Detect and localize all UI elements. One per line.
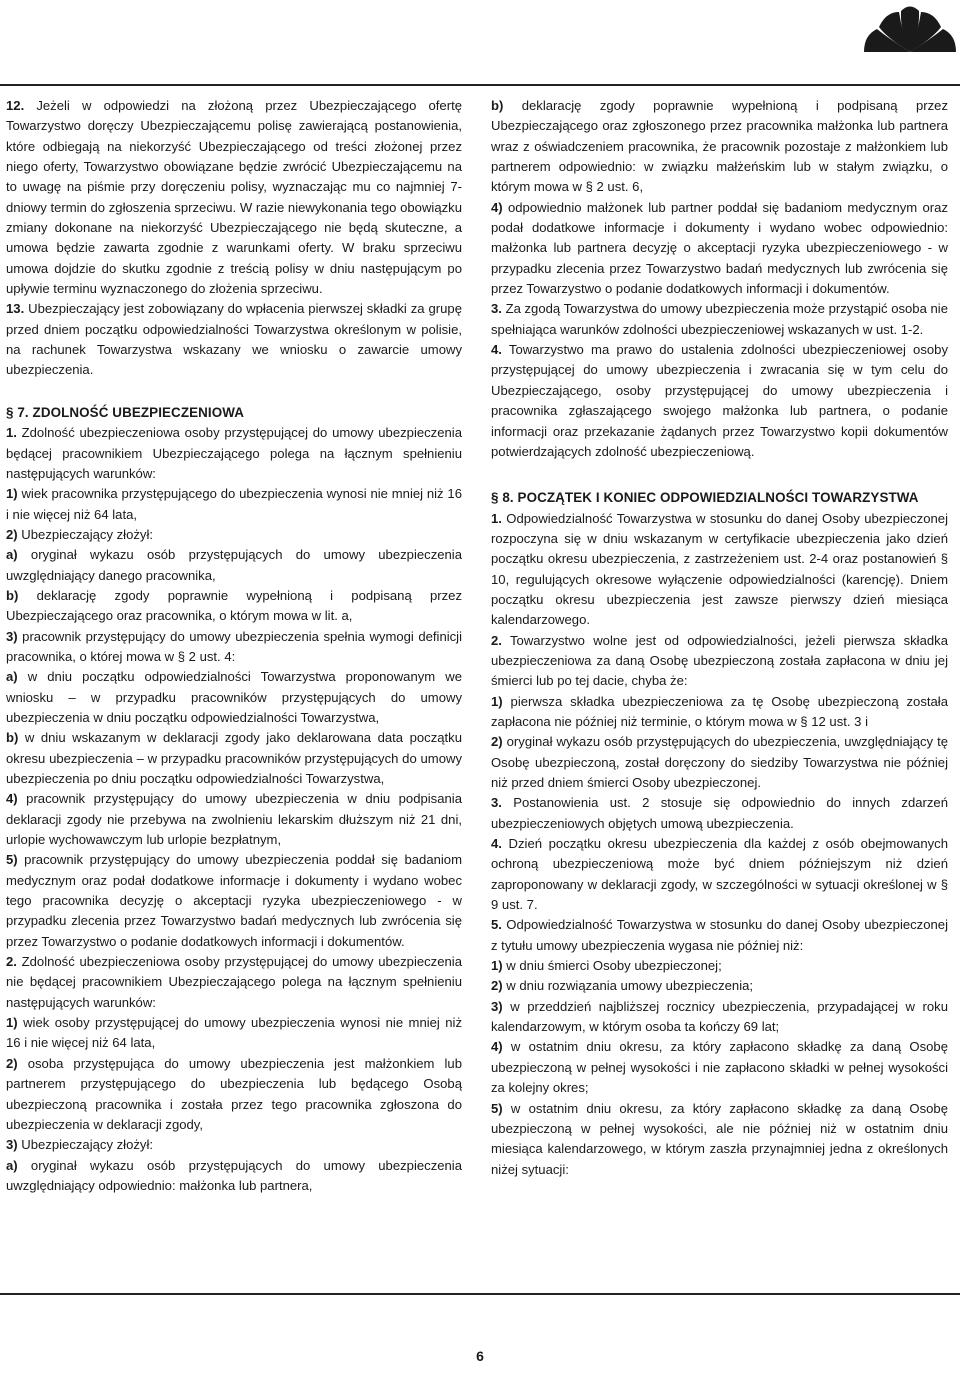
s7-point-2-3a: a) oryginał wykazu osób przystępujących do umowy ubezpieczenia uwzględniający odpowiednio: małżonka lub partnera, xyxy=(6,1157,462,1193)
s7-point-4: 4. Towarzystwo ma prawo do ustalenia zdolności ubezpieczeniowej osoby przystępującej do umowy ubezpieczenia i zwracania się w tym celu do Ubezpieczającego, osoby przystępującej do umowy ubezpieczenia i pracownika zgłaszającego swojego małżonka lub partnera, o podanie informacji oraz przekazanie żądanych przez Towarzystwo kopii dokumentów potwierdzających zdolność ubezpieczeniową. xyxy=(491,342,948,459)
s7-point-1-2b: b) deklarację zgody poprawnie wypełnioną i podpisaną przez Ubezpieczającego oraz pracownika, o którym mowa w lit. a, xyxy=(6,587,462,624)
s7-point-1-2: 2) Ubezpieczający złożył: xyxy=(6,526,154,542)
s7-point-1-5: 5) pracownik przystępujący do umowy ubezpieczenia poddał się badaniom medycznym oraz podał dodatkowe informacje i dokumenty i wydano wobec tego pracownika decyzję o akceptacji ryzyka ubezpieczeniowego - w przypadku zlecenia przez Towarzystwo badań medycznych lub zwrócenia się przez Towarzystwo o podanie dodatkowych informacji i dokumentów. xyxy=(6,852,462,949)
s7-point-1-3b: b) w dniu wskazanym w deklaracji zgody jako deklarowana data początku okresu ubezpieczenia – w przypadku pracowników przystępujących do umowy ubezpieczenia po dniu początku odpowiedzialności Towarzystwa, xyxy=(6,730,462,786)
s7-point-1: 1. Zdolność ubezpieczeniowa osoby przystępującej do umowy ubezpieczenia będącej pracownikiem Ubezpieczającego polega na łącznym spełnieniu następujących warunków: xyxy=(6,425,462,481)
s7-point-1-4: 4) pracownik przystępujący do umowy ubezpieczenia w dniu podpisania deklaracji zgody nie przebywa na zwolnieniu lekarskim dłuższym niż 21 dni, urlopie wychowawczym lub urlopie bezpłatnym, xyxy=(6,791,462,848)
s8-point-2-2: 2) oryginał wykazu osób przystępujących do ubezpieczenia, uwzględniający tę Osobę ubezpieczoną, został doręczony do siedziby Towarzystwa nie później niż przed dniem śmierci Osoby ubezpieczonej. xyxy=(491,734,948,790)
s8-point-5-2: 2) w dniu rozwiązania umowy ubezpieczenia; xyxy=(491,978,754,994)
s7-point-2-4: 4) odpowiednio małżonek lub partner poddał się badaniom medycznym oraz podał dodatkowe informacje i dokumenty i wydano wobec odpowiednio: małżonka lub partnera decyzję o akceptacji ryzyka ubezpieczeniowego - w przypadku zlecenia przez Towarzystwo badań medycznych lub zwrócenia się przez Towarzystwo o podanie dodatkowych informacji i dokumentów. xyxy=(491,199,948,297)
section-7-heading: § 7. ZDOLNOŚĆ UBEZPIECZENIOWA xyxy=(6,404,245,420)
s8-point-5-3: 3) w przeddzień najbliższej rocznicy ubezpieczenia, przypadającej w roku kalendarzowym, w którym osoba ta kończy 69 lat; xyxy=(491,998,948,1035)
fan-logo-icon xyxy=(862,2,958,54)
right-column xyxy=(491,96,948,1180)
s8-point-5-5: 5) w ostatnim dniu okresu, za który zapłacono składkę za daną Osobę ubezpieczoną w pełnej wysokości, ale nie później niż w ostatnim dniu miesiąca kalendarzowego, w którym zaszła przynajmniej jedna z określonych niżej sytuacji: xyxy=(491,1100,948,1177)
s8-point-2-1: 1) pierwsza składka ubezpieczeniowa za tę Osobę ubezpieczoną została zapłacona nie później niż terminie, o którym mowa w § 12 ust. 3 i xyxy=(491,693,948,729)
header-rule xyxy=(0,84,960,86)
s7-point-2: 2. Zdolność ubezpieczeniowa osoby przystępującej do umowy ubezpieczenia nie będącej pracownikiem Ubezpieczającego polega na łącznym spełnieniu następujących warunków: xyxy=(6,954,462,1010)
s8-point-3: 3. Postanowienia ust. 2 stosuje się odpowiednio do innych zdarzeń ubezpieczeniowych objętych umową ubezpieczenia. xyxy=(491,795,948,831)
left-column xyxy=(6,96,462,1196)
footer-rule xyxy=(0,1293,960,1295)
s8-point-4: 4. Dzień początku okresu ubezpieczenia dla każdej z osób obejmowanych ochroną ubezpieczeniową może być dniem późniejszym niż dzień zaproponowany w deklaracji zgody, w szczególności w sytuacji określonej w § 9 ust. 7. xyxy=(491,836,948,913)
s7-point-2-2: 2) osoba przystępująca do umowy ubezpieczenia jest małżonkiem lub partnerem przystępującego do ubezpieczenia lub będącego Osobą ubezpieczoną pracownika i została przez tego pracownika zgłoszona do ubezpieczenia w deklaracji zgody, xyxy=(6,1055,462,1132)
paragraph-13: 13. Ubezpieczający jest zobowiązany do wpłacenia pierwszej składki za grupę przed dniem początku odpowiedzialności Towarzystwa określonym w polisie, na rachunek Towarzystwa wskazany we wniosku o zawarcie umowy ubezpieczenia. xyxy=(6,301,462,378)
page-number: 6 xyxy=(476,1348,484,1364)
s8-point-1: 1. Odpowiedzialność Towarzystwa w stosunku do danej Osoby ubezpieczonej rozpoczyna się w dniu wskazanym w certyfikacie ubezpieczenia jako dzień początku okresu ubezpieczenia, z zastrzeżeniem ust. 2-4 oraz postanowień § 10, regulujących okresowe wyłączenie odpowiedzialności (karencję). Dniem początku okresu ubezpieczenia jest zawsze pierwszy dzień miesiąca kalendarzowego. xyxy=(491,510,948,628)
s7-point-1-3a: a) w dniu początku odpowiedzialności Towarzystwa proponowanym we wniosku – w przypadku pracowników przystępujących do umowy ubezpieczenia w dniu początku odpowiedzialności Towarzystwa, xyxy=(6,669,462,725)
s7-point-1-1: 1) wiek pracownika przystępującego do ubezpieczenia wynosi nie mniej niż 16 i nie więcej niż 64 lata, xyxy=(6,486,462,522)
s8-point-2: 2. Towarzystwo wolne jest od odpowiedzialności, jeżeli pierwsza składka ubezpieczeniowa za daną Osobę ubezpieczoną została zapłacona w dniu jej śmierci lub po tej dacie, chyba że: xyxy=(491,632,948,689)
s8-point-5-4: 4) w ostatnim dniu okresu, za który zapłacono składkę za daną Osobę ubezpieczoną w pełnej wysokości i nie zapłacono składki w pełnej wysokości za kolejny okres; xyxy=(491,1039,948,1096)
s7-point-1-3: 3) pracownik przystępujący do umowy ubezpieczenia spełnia wymogi definicji pracownika, o której mowa w § 2 ust. 4: xyxy=(6,628,462,664)
section-8-heading: § 8. POCZĄTEK I KONIEC ODPOWIEDZIALNOŚCI TOWARZYSTWA xyxy=(491,490,919,506)
s7-point-2-1: 1) wiek osoby przystępującej do umowy ubezpieczenia wynosi nie mniej niż 16 i nie więcej niż 64 lata, xyxy=(6,1015,462,1051)
s8-point-5: 5. Odpowiedzialność Towarzystwa w stosunku do danej Osoby ubezpieczonej z tytułu umowy ubezpieczenia wygasa nie później niż: xyxy=(491,917,948,953)
s7-point-1-2a: a) oryginał wykazu osób przystępujących do umowy ubezpieczenia uwzględniający danego pracownika, xyxy=(6,547,462,583)
s7-point-3: 3. Za zgodą Towarzystwa do umowy ubezpieczenia może przystąpić osoba nie spełniająca warunków zdolności ubezpieczeniowej wskazanych w ust. 1-2. xyxy=(491,301,948,337)
paragraph-12: 12. Jeżeli w odpowiedzi na złożoną przez Ubezpieczającego ofertę Towarzystwo doręczy Ubezpieczającemu polisę zawierającą postanowienia, które odbiegają na niekorzyść Ubezpieczającego od treści złożonej przez niego oferty, Towarzystwo obowiązane będzie zwrócić Ubezpieczającemu na to uwagę na piśmie przy doręczeniu polisy, wyznaczając mu co najmniej 7-dniowy termin do zgłoszenia sprzeciwu. W razie niewykonania tego obowiązku zmiany dokonane na niekorzyść Ubezpieczającego nie będą skuteczne, a umowa będzie zawarta zgodnie z warunkami oferty. W braku sprzeciwu umowa dojdzie do skutku zgodnie z treścią polisy w dniu następującym po upływie terminu wyznaczonego do złożenia sprzeciwu. xyxy=(6,98,462,297)
s7-point-2-3b: b) deklarację zgody poprawnie wypełnioną i podpisaną przez Ubezpieczającego oraz zgłoszonego przez pracownika małżonka lub partnera wraz z oświadczeniem pracownika, że pracownik pozostaje z małżonkiem lub partnerem odpowiednio: w związku małżeńskim lub w stałym związku, o którym mowa w § 2 ust. 6, xyxy=(491,98,948,195)
s8-point-5-1: 1) w dniu śmierci Osoby ubezpieczonej; xyxy=(491,958,722,974)
s7-point-2-3: 3) Ubezpieczający złożył: xyxy=(6,1137,154,1153)
